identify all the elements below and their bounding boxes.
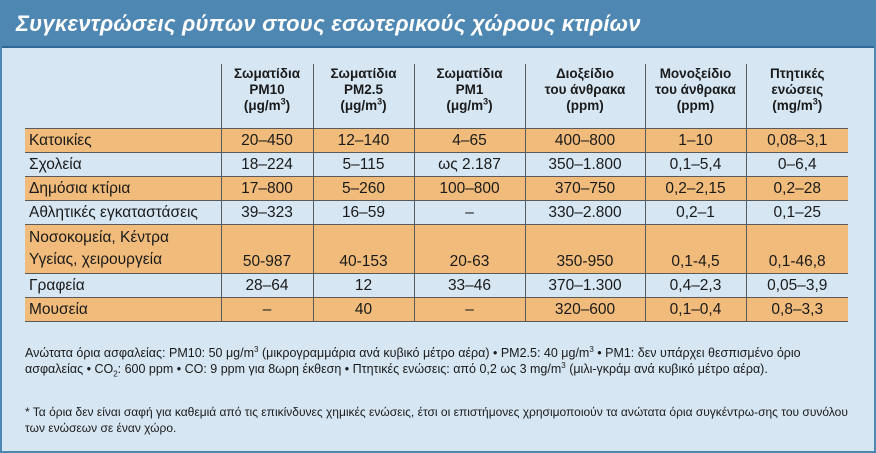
table-cell: 39–323 <box>221 201 313 225</box>
row-category: Νοσοκομεία, Κέντρα Υγείας, χειρουργεία <box>25 225 221 274</box>
table-cell: 320–600 <box>525 298 645 322</box>
table-cell: 0,2–2,15 <box>645 177 746 201</box>
pollutant-concentrations-table <box>25 64 848 322</box>
footnote: * Τα όρια δεν είναι σαφή για καθεμιά από τις επικίνδυνες χημικές ενώσεις, έτσι οι επιστήμονες χρησιμοποιούν τα ανώτατα όρια συγκέντρω-σης του συνόλου των ενώσεων σε έναν χώρο. <box>25 405 848 435</box>
table-cell: 0,1–5,4 <box>645 153 746 177</box>
table-row <box>25 225 848 274</box>
table-cell: 370–1.300 <box>525 274 645 298</box>
table-cell: 20–450 <box>221 129 313 153</box>
table-cell: 400–800 <box>525 129 645 153</box>
table-cell: 0,2–28 <box>746 177 848 201</box>
row-category: Γραφεία <box>25 274 221 298</box>
panel-title: Συγκεντρώσεις ρύπων στους εσωτερικούς χώρους κτιρίων <box>16 11 641 36</box>
row-category: Κατοικίες <box>25 129 221 153</box>
table-cell: 0,2–1 <box>645 201 746 225</box>
table-cell: 0,1-46,8 <box>746 225 848 274</box>
table-cell: 0–6,4 <box>746 153 848 177</box>
table-cell: 0,08–3,1 <box>746 129 848 153</box>
title-bar <box>2 2 874 48</box>
row-category: Μουσεία <box>25 298 221 322</box>
table-cell: 0,05–3,9 <box>746 274 848 298</box>
table-row <box>25 153 848 177</box>
table-cell: – <box>221 298 313 322</box>
table-cell: 40 <box>313 298 414 322</box>
header-pm25: Σωματίδια PM2.5 $(\mu g/m^3)$ <box>313 64 414 129</box>
table-cell: – <box>414 201 525 225</box>
table-cell: 33–46 <box>414 274 525 298</box>
header-co: Μονοξείδιο του άνθρακα (ppm) <box>645 64 746 129</box>
table-cell: 40-153 <box>313 225 414 274</box>
safety-limits-note: Ανώτατα όρια ασφαλείας: PM10: 50 $\mu g/m^3$ (μικρογραμμάρια ανά κυβικό μέτρο αέρα) • PM2.5: 40 $\mu g/m^3$ • PM1: δεν υπάρχει θεσπισμένο όριο ασφαλείας • $CO_2$: 600 ppm • CO: 9 ppm για 8ωρη έκθεση • Πτητικές ενώσεις: από 0,2 ως 3 $mg/m^3$ (μιλι-γκράμ ανά κυβικό μέτρο αέρα). <box>25 344 801 379</box>
table-cell: 18–224 <box>221 153 313 177</box>
table-row <box>25 201 848 225</box>
row-category: Δημόσια κτίρια <box>25 177 221 201</box>
table-cell: 0,1–0,4 <box>645 298 746 322</box>
table-cell: 12 <box>313 274 414 298</box>
table-row <box>25 274 848 298</box>
table-cell: 0,8–3,3 <box>746 298 848 322</box>
table-cell: 100–800 <box>414 177 525 201</box>
table-row <box>25 129 848 153</box>
table-cell: 17–800 <box>221 177 313 201</box>
table-cell: 28–64 <box>221 274 313 298</box>
table-cell: – <box>414 298 525 322</box>
row-category: Σχολεία <box>25 153 221 177</box>
table-cell: 50-987 <box>221 225 313 274</box>
table-cell: 16–59 <box>313 201 414 225</box>
table-cell: 0,1–25 <box>746 201 848 225</box>
table-cell: 350-950 <box>525 225 645 274</box>
header-co2: Διοξείδιο του άνθρακα (ppm) <box>525 64 645 129</box>
table-cell: 0,1-4,5 <box>645 225 746 274</box>
table-cell: 4–65 <box>414 129 525 153</box>
row-category: Αθλητικές εγκαταστάσεις <box>25 201 221 225</box>
table-cell: 1–10 <box>645 129 746 153</box>
header-pm1: Σωματίδια PM1 $(\mu g/m^3)$ <box>414 64 525 129</box>
header-corner <box>25 64 221 129</box>
table-cell: ως 2.187 <box>414 153 525 177</box>
header-row <box>25 64 848 129</box>
table-cell: 330–2.800 <box>525 201 645 225</box>
header-pm10: Σωματίδια PM10 $(\mu g/m^3)$ <box>221 64 313 129</box>
table-cell: 12–140 <box>313 129 414 153</box>
header-voc: Πτητικές ενώσεις $(mg/m^3)$ <box>746 64 848 129</box>
table-cell: 20-63 <box>414 225 525 274</box>
table-cell: 370–750 <box>525 177 645 201</box>
table-row <box>25 177 848 201</box>
table-cell: 5–260 <box>313 177 414 201</box>
table-row <box>25 298 848 322</box>
table-cell: 5–115 <box>313 153 414 177</box>
table-cell: 350–1.800 <box>525 153 645 177</box>
table-cell: 0,4–2,3 <box>645 274 746 298</box>
